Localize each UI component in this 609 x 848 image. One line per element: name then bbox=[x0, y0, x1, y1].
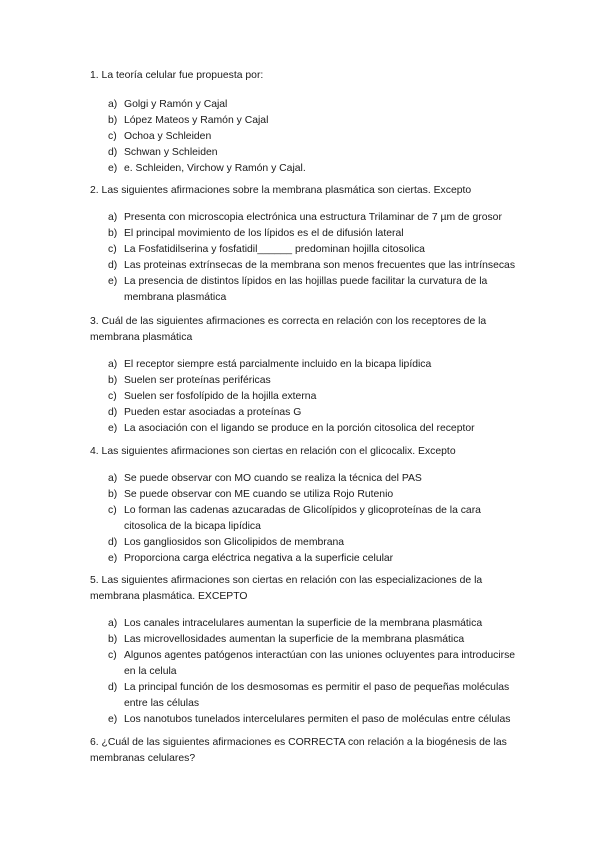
option-d bbox=[90, 405, 520, 421]
option-text: La Fosfatidilserina y fosfatidil______ predominan hojilla citosolica bbox=[124, 244, 425, 255]
option-a bbox=[90, 616, 520, 632]
option-text: La asociación con el ligando se produce en la porción citosolica del receptor bbox=[124, 423, 475, 434]
question-6 bbox=[90, 735, 520, 767]
option-mark: b) bbox=[108, 489, 118, 500]
option-text: Pueden estar asociadas a proteínas G bbox=[124, 407, 302, 418]
option-a bbox=[90, 210, 520, 226]
question-title: 5. Las siguientes afirmaciones son ciertas en relación con las especializaciones de la membrana plasmática. EXCEPTO bbox=[90, 575, 483, 602]
question-2 bbox=[90, 183, 520, 306]
option-mark: d) bbox=[108, 407, 118, 418]
option-b bbox=[90, 373, 520, 389]
option-text: López Mateos y Ramón y Cajal bbox=[124, 115, 269, 126]
option-mark: c) bbox=[108, 505, 117, 516]
option-text: Algunos agentes patógenos interactúan con las uniones ocluyentes para introducirse en la celula bbox=[124, 650, 516, 677]
question-title: 4. Las siguientes afirmaciones son ciertas en relación con el glicocalix. Excepto bbox=[90, 446, 456, 457]
option-mark: c) bbox=[108, 244, 117, 255]
option-mark: b) bbox=[108, 228, 118, 239]
option-d bbox=[90, 680, 520, 712]
option-c bbox=[90, 389, 520, 405]
options-list bbox=[90, 471, 520, 567]
option-a bbox=[90, 471, 520, 487]
option-text: Se puede observar con ME cuando se utiliza Rojo Rutenio bbox=[124, 489, 394, 500]
option-c bbox=[90, 242, 520, 258]
option-mark: c) bbox=[108, 391, 117, 402]
option-text: Presenta con microscopia electrónica una estructura Trilaminar de 7 µm de grosor bbox=[124, 212, 502, 223]
option-text: Las proteinas extrínsecas de la membrana son menos frecuentes que las intrínsecas bbox=[124, 260, 516, 271]
question-title: 6. ¿Cuál de las siguientes afirmaciones es CORRECTA con relación a la biogénesis de las membranas celulares? bbox=[90, 737, 507, 764]
option-e bbox=[90, 161, 520, 177]
option-mark: e) bbox=[108, 423, 118, 434]
option-b bbox=[90, 113, 520, 129]
option-mark: a) bbox=[108, 473, 118, 484]
question-title: 1. La teoría celular fue propuesta por: bbox=[90, 70, 264, 81]
option-d bbox=[90, 145, 520, 161]
option-mark: d) bbox=[108, 260, 118, 271]
option-mark: d) bbox=[108, 147, 118, 158]
options-list bbox=[90, 357, 520, 437]
option-text: El principal movimiento de los lípidos es el de difusión lateral bbox=[124, 228, 404, 239]
question-title: 2. Las siguientes afirmaciones sobre la membrana plasmática son ciertas. Excepto bbox=[90, 185, 472, 196]
option-a bbox=[90, 97, 520, 113]
question-1 bbox=[90, 68, 520, 177]
option-text: Suelen ser fosfolípido de la hojilla externa bbox=[124, 391, 317, 402]
option-text: La principal función de los desmosomas es permitir el paso de pequeñas moléculas entre las células bbox=[124, 682, 510, 709]
options-list bbox=[90, 616, 520, 728]
option-text: Las microvellosidades aumentan la superficie de la membrana plasmática bbox=[124, 634, 465, 645]
option-text: Suelen ser proteínas periféricas bbox=[124, 375, 271, 386]
option-text: Lo forman las cadenas azucaradas de Glicolípidos y glicoproteínas de la cara citosolica de la bicapa lipídica bbox=[124, 505, 481, 532]
option-text: El receptor siempre está parcialmente incluido en la bicapa lipídica bbox=[124, 359, 432, 370]
option-mark: e) bbox=[108, 163, 118, 174]
options-list bbox=[90, 97, 520, 177]
option-text: Schwan y Schleiden bbox=[124, 147, 218, 158]
option-mark: e) bbox=[108, 714, 118, 725]
option-b bbox=[90, 487, 520, 503]
option-text: Proporciona carga eléctrica negativa a la superficie celular bbox=[124, 553, 394, 564]
option-text: Ochoa y Schleiden bbox=[124, 131, 212, 142]
question-5 bbox=[90, 573, 520, 728]
option-mark: a) bbox=[108, 618, 118, 629]
option-d bbox=[90, 258, 520, 274]
question-3 bbox=[90, 314, 520, 437]
option-e bbox=[90, 421, 520, 437]
option-mark: b) bbox=[108, 634, 118, 645]
option-e bbox=[90, 712, 520, 728]
option-text: Los gangliosidos son Glicolipidos de membrana bbox=[124, 537, 345, 548]
option-mark: c) bbox=[108, 650, 117, 661]
option-text: Se puede observar con MO cuando se realiza la técnica del PAS bbox=[124, 473, 422, 484]
option-mark: b) bbox=[108, 375, 118, 386]
option-b bbox=[90, 632, 520, 648]
option-a bbox=[90, 357, 520, 373]
option-text: La presencia de distintos lípidos en las hojillas puede facilitar la curvatura de la membrana plasmática bbox=[124, 276, 488, 303]
option-text: Los canales intracelulares aumentan la superficie de la membrana plasmática bbox=[124, 618, 483, 629]
option-e bbox=[90, 274, 520, 306]
question-title: 3. Cuál de las siguientes afirmaciones es correcta en relación con los receptores de la membrana plasmática bbox=[90, 316, 487, 343]
option-b bbox=[90, 226, 520, 242]
option-mark: b) bbox=[108, 115, 118, 126]
option-mark: c) bbox=[108, 131, 117, 142]
option-c bbox=[90, 648, 520, 680]
option-text: Golgi y Ramón y Cajal bbox=[124, 99, 228, 110]
option-mark: a) bbox=[108, 212, 118, 223]
option-e bbox=[90, 551, 520, 567]
option-mark: e) bbox=[108, 276, 118, 287]
option-text: Los nanotubos tunelados intercelulares permiten el paso de moléculas entre células bbox=[124, 714, 511, 725]
option-text: e. Schleiden, Virchow y Ramón y Cajal. bbox=[124, 163, 306, 174]
option-mark: a) bbox=[108, 359, 118, 370]
option-c bbox=[90, 503, 520, 535]
option-c bbox=[90, 129, 520, 145]
option-mark: e) bbox=[108, 553, 118, 564]
option-mark: d) bbox=[108, 682, 118, 693]
option-d bbox=[90, 535, 520, 551]
options-list bbox=[90, 210, 520, 306]
question-4 bbox=[90, 444, 520, 567]
option-mark: d) bbox=[108, 537, 118, 548]
option-mark: a) bbox=[108, 99, 118, 110]
